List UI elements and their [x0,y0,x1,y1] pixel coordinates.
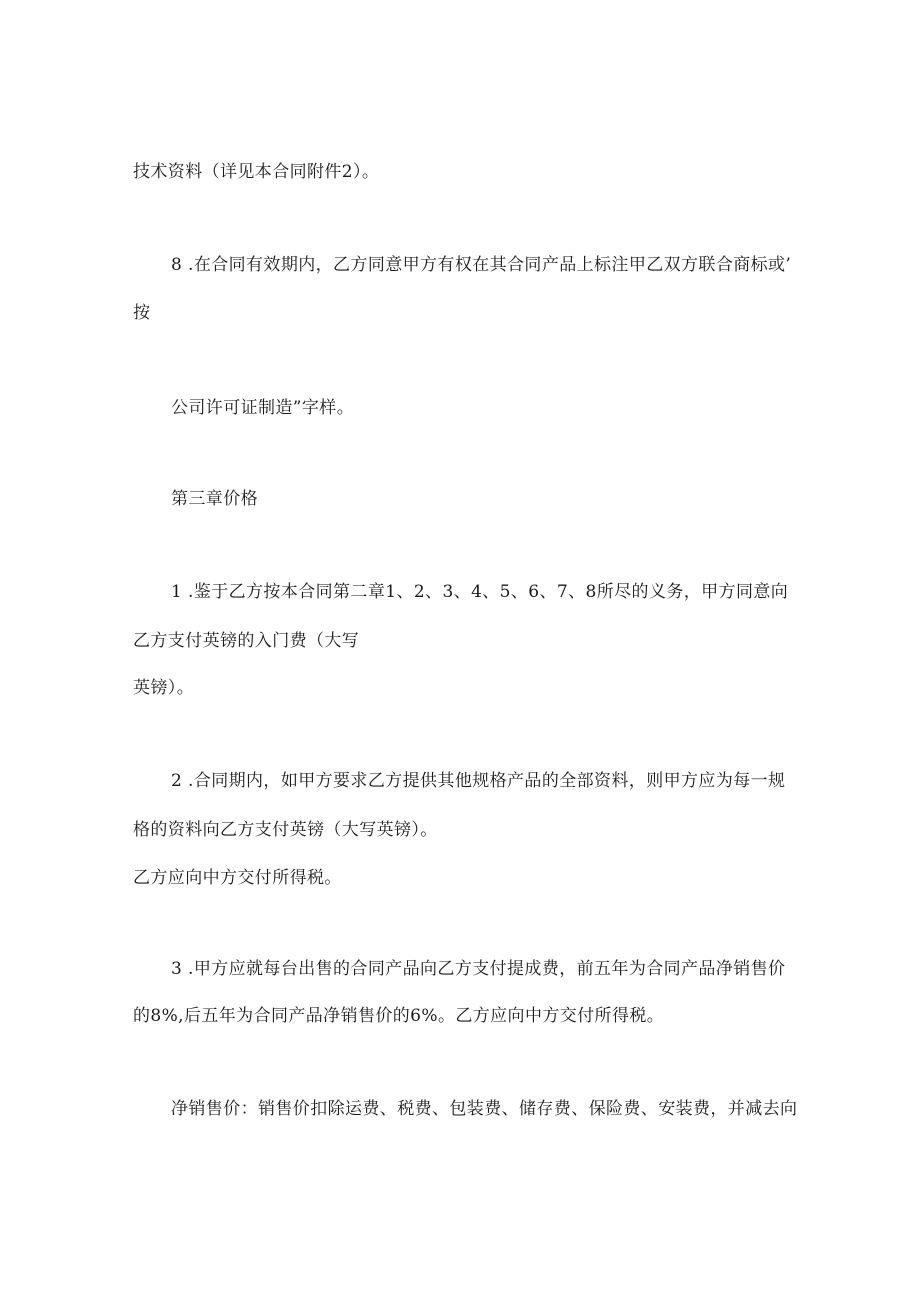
clause-2-8-text: 8 .在合同有效期内，乙方同意甲方有权在其合同产品上标注甲乙双方联合商标或’ [171,255,792,275]
clause-3-2-continuation: 格的资料向乙方支付英镑（大写英镑）。 [133,820,438,840]
clause-3-2-tax: 乙方应向中方交付所得税。 [133,868,342,888]
text-line-technical-materials: 技术资料（详见本合同附件2）。 [133,162,380,182]
clause-3-1-continuation: 乙方支付英镑的入门费（大写 [133,631,360,651]
clause-3-1-end: 英镑）。 [133,678,195,698]
clause-3-3-text: 3 .甲方应就每台出售的合同产品向乙方支付提成费，前五年为合同产品净销售价 [171,959,786,979]
clause-3-2-text: 2 .合同期内，如甲方要求乙方提供其他规格产品的全部资料，则甲方应为每一规 [171,771,786,791]
net-sales-price-definition: 净销售价：销售价扣除运费、税费、包装费、储存费、保险费、安装费，并减去向 [171,1099,798,1119]
clause-2-8-end: 公司许可证制造”字样。 [171,398,355,418]
clause-3-1-text: 1 .鉴于乙方按本合同第二章1、2、3、4、5、6、7、8所尽的义务，甲方同意向 [171,582,789,602]
chapter-3-heading: 第三章价格 [171,489,258,509]
clause-3-3-continuation: 的8%,后五年为合同产品净销售价的6%。乙方应向中方交付所得税。 [133,1006,665,1026]
clause-2-8-continuation: 按 [133,303,151,323]
